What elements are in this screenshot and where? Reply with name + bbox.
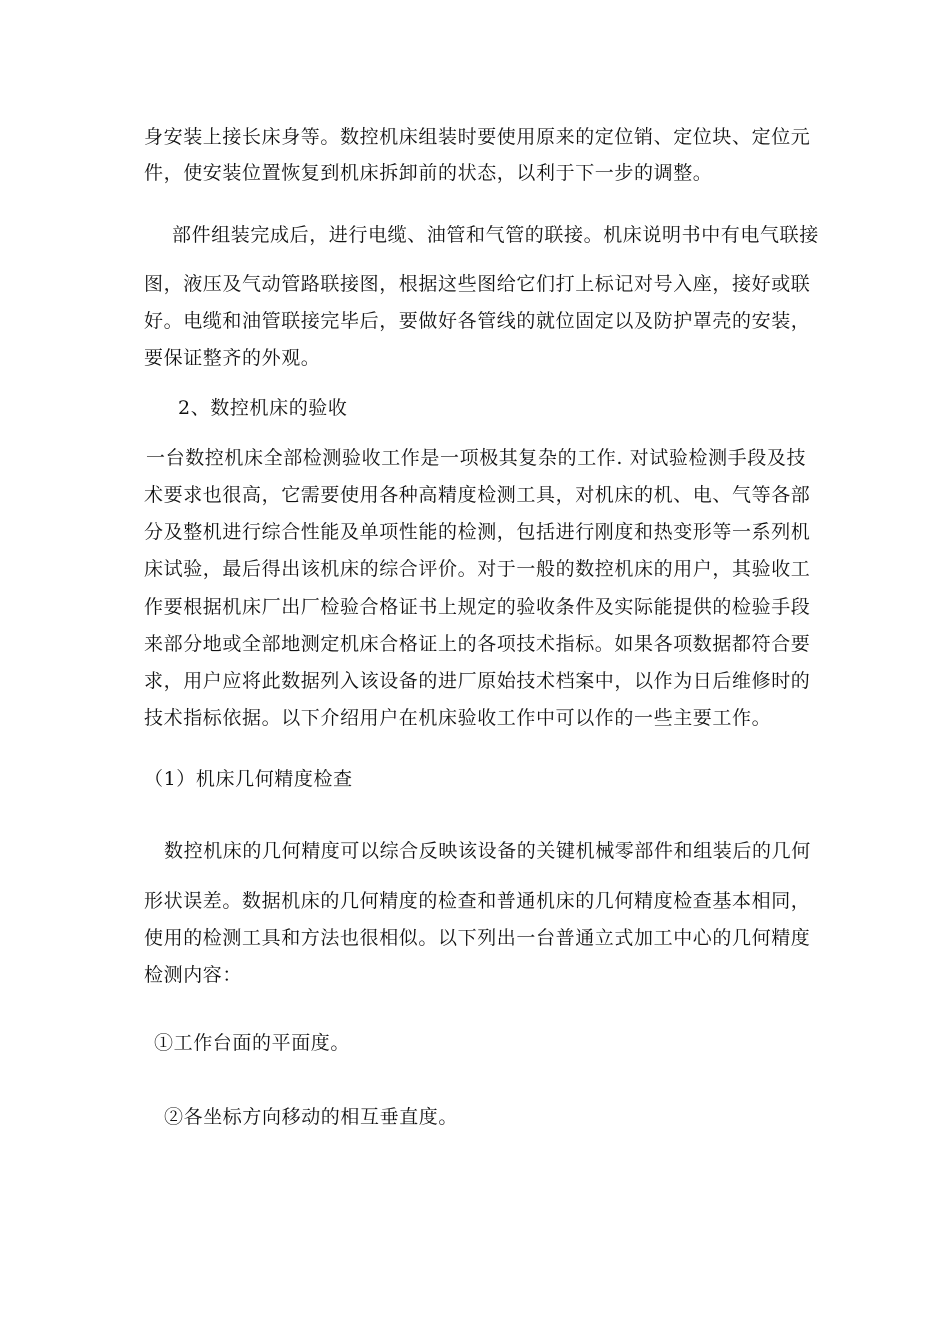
section-heading: 2、数控机床的验收 <box>178 397 348 419</box>
text-line: 床试验，最后得出该机床的综合评价。对于一般的数控机床的用户，其验收工 <box>144 558 811 580</box>
text-line: 检测内容： <box>144 964 243 986</box>
text-line: 形状误差。数据机床的几何精度的检查和普通机床的几何精度检查基本相同， <box>144 890 811 912</box>
text-line: 好。电缆和油管联接完毕后，要做好各管线的就位固定以及防护罩壳的安装， <box>144 310 811 332</box>
text-line: 数控机床的几何精度可以综合反映该设备的关键机械零部件和组装后的几何 <box>164 840 811 862</box>
text-line: 分及整机进行综合性能及单项性能的检测，包括进行刚度和热变形等一系列机 <box>144 521 811 543</box>
text-line: 使用的检测工具和方法也很相似。以下列出一台普通立式加工中心的几何精度 <box>144 927 811 949</box>
text-line: 图，液压及气动管路联接图，根据这些图给它们打上标记对号入座，接好或联 <box>144 273 811 295</box>
subsection-heading: （1）机床几何精度检查 <box>144 768 353 790</box>
list-item: ①工作台面的平面度。 <box>154 1032 351 1054</box>
text-line: 件，使安装位置恢复到机床拆卸前的状态，以利于下一步的调整。 <box>144 162 713 184</box>
text-line: 来部分地或全部地测定机床合格证上的各项技术指标。如果各项数据都符合要 <box>144 633 811 655</box>
text-line: 作要根据机床厂出厂检验合格证书上规定的验收条件及实际能提供的检验手段 <box>144 596 811 618</box>
text-line: 身安装上接长床身等。数控机床组装时要使用原来的定位销、定位块、定位元 <box>144 126 811 148</box>
text-line: 要保证整齐的外观。 <box>144 347 321 369</box>
list-item: ②各坐标方向移动的相互垂直度。 <box>164 1106 459 1128</box>
text-line: 部件组装完成后，进行电缆、油管和气管的联接。机床说明书中有电气联接 <box>172 224 819 246</box>
text-line: 技术指标依据。以下介绍用户在机床验收工作中可以作的一些主要工作。 <box>144 707 772 729</box>
text-line: 求，用户应将此数据列入该设备的进厂原始技术档案中，以作为日后维修时的 <box>144 670 811 692</box>
text-line: 术要求也很高，它需要使用各种高精度检测工具，对机床的机、电、气等各部 <box>144 484 811 506</box>
text-line: 一台数控机床全部检测验收工作是一项极其复杂的工作. 对试验检测手段及技 <box>146 447 807 469</box>
